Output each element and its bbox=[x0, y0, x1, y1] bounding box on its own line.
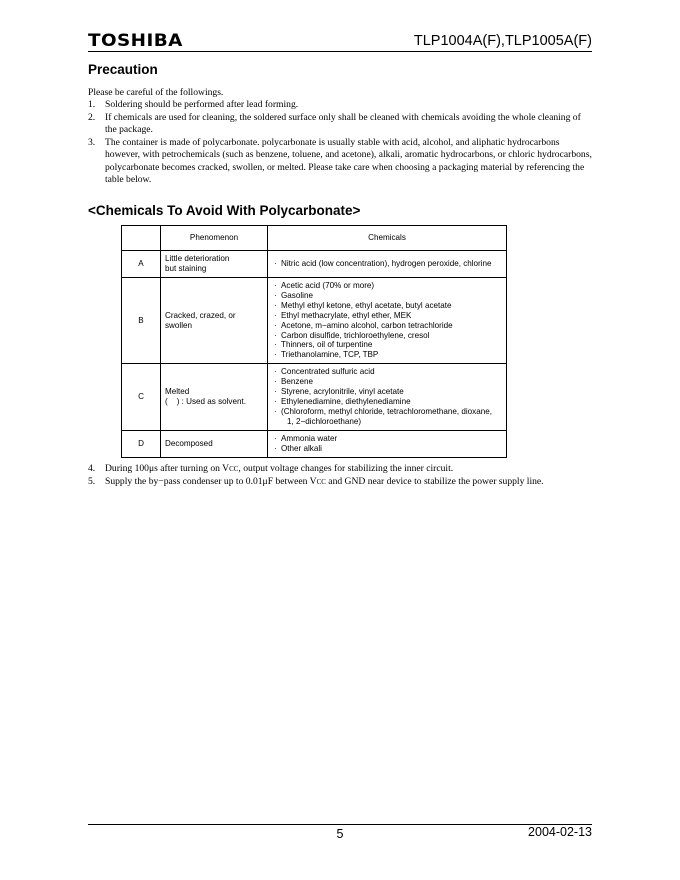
row-key: C bbox=[122, 364, 161, 430]
chemical-item: · Other alkali bbox=[273, 444, 506, 454]
row-key: A bbox=[122, 251, 161, 278]
item-number: 4. bbox=[88, 463, 96, 474]
additional-notes bbox=[88, 463, 592, 488]
row-key: B bbox=[122, 278, 161, 364]
header-key bbox=[122, 226, 161, 251]
row-phenomenon bbox=[161, 278, 268, 364]
chemical-item: · Methyl ethyl ketone, ethyl acetate, butyl acetate bbox=[273, 301, 506, 311]
note-item bbox=[88, 476, 592, 489]
item-text: The container is made of polycarbonate. polycarbonate is usually stable with acid, alcohol, and aliphatic hydrocarbons however, with petrochemicals (such as benzene, toluene, and acetone), alkali, aromatic hydrocarbons, or chloric hydrocarbons, polycarbonate becomes cracked, swollen, or melted. Please take care when choosing a packaging material by referencing the table below. bbox=[105, 136, 592, 185]
chemical-item: · Ethyl methacrylate, ethyl ether, MEK bbox=[273, 311, 506, 321]
chemical-item: · Benzene bbox=[273, 377, 506, 387]
chemical-item: · Ammonia water bbox=[273, 434, 506, 444]
precaution-item bbox=[88, 112, 592, 137]
footer-divider bbox=[88, 824, 592, 825]
phenomenon-line: Melted bbox=[165, 387, 190, 397]
phenomenon-line: Decomposed bbox=[165, 438, 213, 448]
subscript: CC bbox=[316, 477, 326, 486]
item-number: 5. bbox=[88, 475, 96, 487]
table-row bbox=[122, 364, 507, 430]
chemical-item: · Styrene, acrylonitrile, vinyl acetate bbox=[273, 387, 506, 397]
item-number: 3. bbox=[88, 136, 96, 148]
item-number: 2. bbox=[88, 111, 96, 123]
text-part: and GND near device to stabilize the power supply line. bbox=[325, 475, 544, 487]
item-text bbox=[105, 463, 453, 474]
chemical-item: · Ethylenediamine, diethylenediamine bbox=[273, 397, 506, 407]
chemical-item: · Acetic acid (70% or more) bbox=[273, 281, 506, 291]
row-key: D bbox=[122, 430, 161, 457]
table-row bbox=[122, 251, 507, 278]
part-number: TLP1004A(F),TLP1005A(F) bbox=[413, 33, 592, 49]
table-row bbox=[122, 278, 507, 364]
item-text: If chemicals are used for cleaning, the soldered surface only shall be cleaned with chemicals avoiding the whole cleaning of the package. bbox=[105, 111, 581, 135]
chemical-item: · Gasoline bbox=[273, 291, 506, 301]
text-part: During 100μs after turning on V bbox=[105, 463, 230, 474]
row-chemicals bbox=[268, 364, 507, 430]
precaution-item bbox=[88, 137, 592, 187]
chemical-item-continuation: 1, 2−dichloroethane) bbox=[287, 416, 362, 426]
text-part: , output voltage changes for stabilizing the inner circuit. bbox=[238, 463, 454, 474]
chemical-item: · Carbon disulfide, trichloroethylene, cresol bbox=[273, 331, 506, 341]
chemical-item: · Nitric acid (low concentration), hydrogen peroxide, chlorine bbox=[273, 259, 506, 269]
item-text bbox=[105, 476, 544, 487]
chemical-item: · Thinners, oil of turpentine bbox=[273, 340, 506, 350]
header-divider bbox=[88, 51, 592, 52]
row-chemicals bbox=[268, 251, 507, 278]
row-phenomenon bbox=[161, 364, 268, 430]
chemicals-table-heading: <Chemicals To Avoid With Polycarbonate> bbox=[88, 203, 361, 218]
toshiba-logo: TOSHIBA bbox=[88, 31, 183, 51]
document-date: 2004-02-13 bbox=[528, 825, 592, 839]
phenomenon-line: swollen bbox=[165, 320, 192, 330]
phenomenon-line: Cracked, crazed, or bbox=[165, 310, 236, 320]
chemical-item: · (Chloroform, methyl chloride, tetrachloromethane, dioxane, bbox=[273, 407, 506, 417]
chemicals-table bbox=[121, 225, 507, 458]
text-part: Supply the by−pass condenser up to 0.01μF between V bbox=[105, 475, 317, 487]
phenomenon-line: ( ) : Used as solvent. bbox=[165, 396, 246, 406]
table-header-row bbox=[122, 226, 507, 251]
table-row bbox=[122, 430, 507, 457]
precaution-item bbox=[88, 99, 592, 112]
subscript: CC bbox=[229, 465, 239, 473]
precaution-list bbox=[88, 99, 592, 187]
chemical-item: · Triethanolamine, TCP, TBP bbox=[273, 350, 506, 360]
row-phenomenon bbox=[161, 430, 268, 457]
header-phenomenon: Phenomenon bbox=[161, 226, 268, 251]
page-number: 5 bbox=[336, 827, 344, 841]
chemical-item: · Concentrated sulfuric acid bbox=[273, 367, 506, 377]
item-text: Soldering should be performed after lead forming. bbox=[105, 99, 299, 110]
row-phenomenon bbox=[161, 251, 268, 278]
note-item bbox=[88, 463, 592, 476]
precaution-intro: Please be careful of the followings. bbox=[88, 87, 224, 98]
precaution-heading: Precaution bbox=[88, 62, 158, 77]
chemical-item: · Acetone, m−amino alcohol, carbon tetrachloride bbox=[273, 321, 506, 331]
row-chemicals bbox=[268, 278, 507, 364]
row-chemicals bbox=[268, 430, 507, 457]
phenomenon-line: but staining bbox=[165, 264, 207, 273]
header-chemicals: Chemicals bbox=[268, 226, 507, 251]
item-number: 1. bbox=[88, 99, 96, 110]
phenomenon-line: Little deterioration bbox=[165, 254, 230, 264]
